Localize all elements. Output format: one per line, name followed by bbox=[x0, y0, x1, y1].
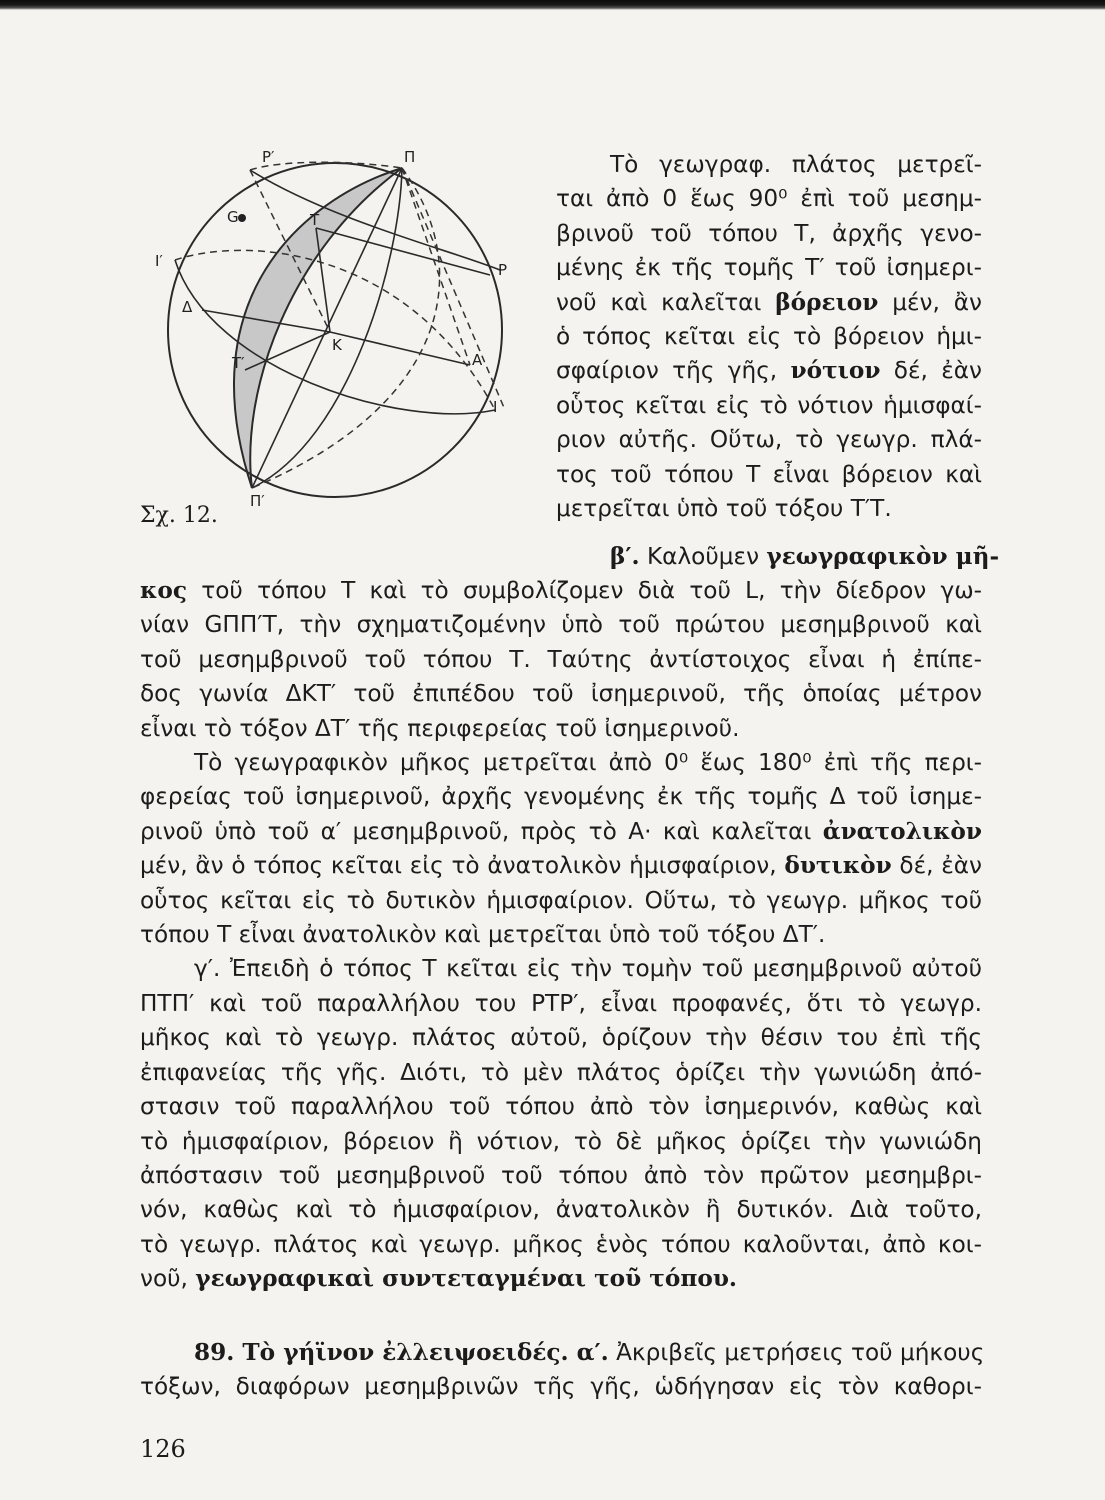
label-Pi: Π bbox=[404, 148, 416, 166]
text-line: ἐπιφανείας τῆς γῆς. Διότι, τὸ μὲν πλάτος ὁρίζει τὴν γωνιώδη ἀπό- bbox=[140, 1058, 982, 1086]
section-89 bbox=[140, 1336, 985, 1405]
text-line: νόν, καθὼς καὶ τὸ ἡμισφαίριον, ἀνατολικὸν ἢ δυτικόν. Διὰ τοῦτο, bbox=[140, 1196, 982, 1224]
paragraph-longitude bbox=[140, 574, 982, 1297]
figure-caption: Σχ. 12. bbox=[140, 503, 218, 528]
term-south: νότιον bbox=[790, 357, 881, 385]
text-line: τοῦ μεσημβρινοῦ τοῦ τόπου Τ. Ταύτης ἀντίστοιχος εἶναι ἡ ἐπίπε- bbox=[140, 645, 982, 673]
label-T-prime: Τ′ bbox=[232, 354, 245, 372]
term-north: βόρειον bbox=[775, 288, 879, 316]
scan-edge bbox=[0, 0, 1105, 10]
text-line: δος γωνία ΔΚΤ′ τοῦ ἐπιπέδου τοῦ ἰσημερινοῦ, τῆς ὁποίας μέτρον bbox=[140, 680, 982, 708]
paragraph-latitude bbox=[556, 148, 982, 526]
text-line: οὗτος κεῖται εἰς τὸ νότιον ἡμισφαί- bbox=[556, 391, 982, 419]
label-T: Τ bbox=[310, 211, 320, 229]
text-line: ριον αὐτῆς. Οὕτω, τὸ γεωγρ. πλά- bbox=[556, 426, 982, 454]
text-line: ΠΤΠ′ καὶ τοῦ παραλλήλου του ΡΤΡ′, εἶναι προφανές, ὅτι τὸ γεωγρ. bbox=[140, 989, 982, 1017]
text-line: τὸ γεωγρ. πλάτος καὶ γεωγρ. μῆκος ἑνὸς τόπου καλοῦνται, ἀπὸ κοι- bbox=[140, 1230, 982, 1258]
label-K: Κ bbox=[332, 336, 342, 354]
term-coordinates: γεωγραφικαὶ συντεταγμέναι τοῦ τόπου. bbox=[195, 1265, 737, 1293]
text-line: μῆκος καὶ τὸ γεωγρ. πλάτος αὐτοῦ, ὁρίζουν τὴν θέσιν του ἐπὶ τῆς bbox=[140, 1024, 982, 1052]
text-line: νοῦ καὶ καλεῖται βόρειον μέν, ἂν bbox=[556, 288, 983, 316]
text-line: Τὸ γεωγραφ. πλάτος μετρεῖ- bbox=[610, 151, 982, 178]
text-line: μετρεῖται ὑπὸ τοῦ τόξου Τ′Τ. bbox=[556, 495, 892, 523]
text-line: βρινοῦ τοῦ τόπου Τ, ἀρχῆς γενο- bbox=[556, 219, 982, 247]
page-number: 126 bbox=[140, 1435, 186, 1463]
label-I-prime: Ι′ bbox=[155, 252, 163, 270]
text-line: τος τοῦ τόπου Τ εἶναι βόρειον καὶ bbox=[556, 460, 982, 488]
sphere-figure bbox=[150, 140, 520, 510]
term-west: δυτικὸν bbox=[784, 852, 892, 880]
label-A: Α bbox=[472, 351, 483, 369]
dashed-1 bbox=[402, 168, 508, 410]
text-line: τὸ ἡμισφαίριον, βόρειον ἢ νότιον, τὸ δὲ μῆκος ὁρίζει τὴν γωνιώδη bbox=[140, 1127, 982, 1155]
text-line: μέν, ἂν ὁ τόπος κεῖται εἰς τὸ ἀνατολικὸν ἡμισφαίριον, δυτικὸν δέ, ἐὰν bbox=[140, 852, 983, 880]
text-line: τόπου Τ εἶναι ἀνατολικὸν καὶ μετρεῖται ὑπὸ τοῦ τόξου ΔΤ′. bbox=[140, 921, 826, 949]
section-heading: 89. Τὸ γήϊνον ἐλλειψοειδές. α′. bbox=[194, 1339, 609, 1366]
text-line: ρινοῦ ὑπὸ τοῦ α′ μεσημβρινοῦ, πρὸς τὸ Α· καὶ καλεῖται ἀνατολικὸν bbox=[140, 817, 982, 845]
label-P: Ρ bbox=[498, 261, 508, 279]
label-G: G bbox=[227, 208, 239, 226]
text-line: εἶναι τὸ τόξον ΔΤ′ τῆς περιφερείας τοῦ ἰσημερινοῦ. bbox=[140, 714, 740, 742]
text-line: νοῦ, γεωγραφικαὶ συντεταγμέναι τοῦ τόπου. bbox=[140, 1265, 737, 1293]
label-Pi-prime: Π′ bbox=[250, 492, 265, 510]
label-beta: β′. bbox=[610, 543, 640, 570]
text-line: Τὸ γεωγραφικὸν μῆκος μετρεῖται ἀπὸ 0⁰ ἕως 180⁰ ἐπὶ τῆς περι- bbox=[194, 749, 982, 777]
text-line: ὁ τόπος κεῖται εἰς τὸ βόρειον ἡμι- bbox=[556, 323, 982, 351]
label-Delta: Δ bbox=[182, 298, 193, 316]
text-line: κος τοῦ τόπου Τ καὶ τὸ συμβολίζομεν διὰ τοῦ L, τὴν δίεδρον γω- bbox=[140, 577, 982, 604]
term-east: ἀνατολικὸν bbox=[822, 817, 982, 845]
text-line: 89. Τὸ γήϊνον ἐλλειψοειδές. α′. Ἀκριβεῖς μετρήσεις τοῦ μήκους bbox=[194, 1339, 985, 1366]
text-line: τόξων, διαφόρων μεσημβρινῶν τῆς γῆς, ὡδήγησαν εἰς τὸν καθορι- bbox=[140, 1373, 982, 1401]
text-line: νίαν GΠΠ′Τ, τὴν σχηματιζομένην ὑπὸ τοῦ πρώτου μεσημβρινοῦ καὶ bbox=[140, 611, 982, 639]
text-line: γ′. Ἐπειδὴ ὁ τόπος Τ κεῖται εἰς τὴν τομὴν τοῦ μεσημβρινοῦ αὐτοῦ bbox=[194, 955, 982, 983]
radius-KA bbox=[330, 332, 470, 365]
point-G bbox=[238, 214, 246, 222]
text-line: οὗτος κεῖται εἰς τὸ δυτικὸν ἡμισφαίριον. Οὕτω, τὸ γεωγρ. μῆκος τοῦ bbox=[140, 886, 982, 914]
text-line: ἀπόστασιν τοῦ μεσημβρινοῦ τοῦ τόπου ἀπὸ τὸν πρῶτον μεσημβρι- bbox=[140, 1161, 982, 1189]
text-line: β′. Καλοῦμεν γεωγραφικὸν μῆ- bbox=[610, 543, 1000, 570]
text-line: σφαίριον τῆς γῆς, νότιον δέ, ἐὰν bbox=[556, 357, 982, 385]
paragraph-longitude-start bbox=[556, 540, 1000, 574]
text-line: φερείας τοῦ ἰσημερινοῦ, ἀρχῆς γενομένης ἐκ τῆς τομῆς Δ τοῦ ἰσημε- bbox=[140, 783, 982, 811]
term-longitude: γεωγραφικὸν μῆ- bbox=[766, 543, 1000, 570]
text-line: στασιν τοῦ παραλλήλου τοῦ τόπου ἀπὸ τὸν ἰσημερινόν, καθὼς καὶ bbox=[140, 1093, 982, 1121]
line-TP bbox=[316, 228, 490, 275]
text-line: μένης ἐκ τῆς τομῆς Τ′ τοῦ ἰσημερι- bbox=[556, 254, 982, 282]
text-line: ται ἀπὸ 0 ἕως 90⁰ ἐπὶ τοῦ μεσημ- bbox=[556, 185, 982, 213]
label-I: Ι bbox=[493, 398, 498, 416]
label-P-prime: Ρ′ bbox=[262, 148, 275, 166]
